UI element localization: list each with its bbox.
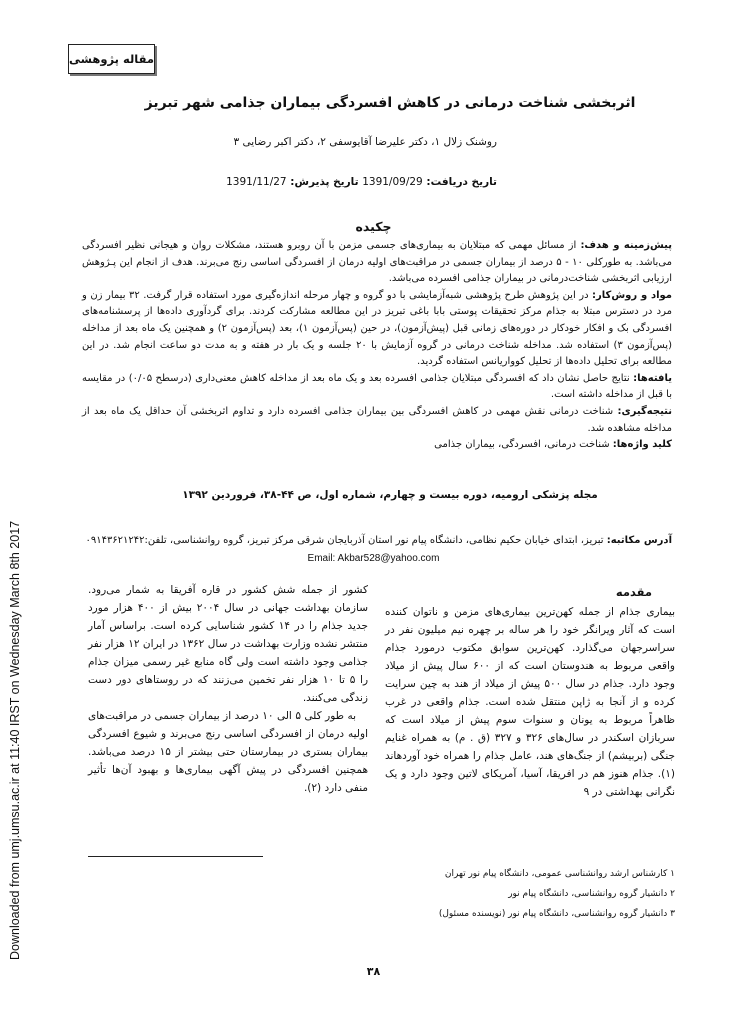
introduction-paragraph: کشور از جمله شش کشور در قاره آفریقا به شمار می‌رود. سازمان بهداشت جهانی در سال ۲۰۰۴ بیش از ۴۰۰ هزار مورد جدید جذام را در ۱۴ کشور شناسایی کرده است. براساس آمار منتشر نشده وزارت بهداشت در سال ۱۳۶۲ در ایران ۱۲ هزار نفر جذامی وجود داشته است ولی گاه منابع غیر رسمی میزان جذام را ۵ تا ۱۰ هزار نفر تخمین می‌زنند که در روستاهای دور دست زندگی می‌کنند.: [88, 584, 369, 704]
abstract-background: [82, 238, 672, 288]
watermark-text: Downloaded from umj.umsu.ac.ir at 11:40 IRST on Wednesday March 8th 2017: [8, 520, 22, 960]
address-text: تبریز، ابتدای خیابان حکیم نظامی، دانشگاه پیام نور استان آذربایجان شرقی مرکز تبریز، گروه روانشناسی، تلفن:۰۹۱۴۳۶۲۱۲۴۲: [85, 535, 607, 546]
abstract-methods: [82, 288, 672, 371]
keywords-text: شناخت درمانی، افسردگی، بیماران جذامی: [434, 439, 613, 451]
abstract-results: [82, 371, 672, 404]
article-type-text: مقاله پژوهشی: [69, 52, 154, 66]
journal-citation: مجله پزشکی ارومیه، دوره بیست و چهارم، شماره اول، ص ۴۴-۳۸، فروردین ۱۳۹۲: [182, 489, 598, 501]
introduction-left-column: [88, 581, 368, 797]
correspondence-email: Email: Akbar528@yahoo.com: [307, 553, 440, 564]
article-type-label: [68, 44, 155, 74]
introduction-heading: مقدمه: [615, 585, 652, 599]
methods-label: مواد و روش‌کار:: [592, 289, 672, 301]
footnote-divider: [88, 856, 263, 857]
footnote: ۱ کارشناس ارشد روانشناسی عمومی، دانشگاه پیام نور تهران: [444, 869, 675, 879]
paper-title: اثربخشی شناخت درمانی در کاهش افسردگی بیماران جذامی شهر تبریز: [144, 95, 636, 111]
footnotes: [300, 864, 675, 924]
methods-text: در این پژوهش طرح پژوهشی شبه‌آزمایشی با دو گروه و چهار مرحله اندازه‌گیری مورد استفاده قرار گرفت. ۳۲ بیمار زن و مرد در دسترس مبتلا به جذام مرکز تحقیقات پوستی بابا باغی تبریز در این مطالعه مشارکت کردند. برای گردآوری داده‌ها از پرسشنامه‌های افسردگی بک و افکار خودکار در دوره‌های زمانی قبل (پیش‌آزمون)، در حین (پس‌آزمون ۱)، بعد (پس‌آزمون ۲) و همچنین یک ماه بعد از مداخله (پس‌آزمون ۳) استفاده شد. مداخله شناخت درمانی در گروه آزمایش با ۲۰ جلسه و یک بار در هفته و به مدت دو ساعت انجام شد. در این مطالعه برای تحلیل داده‌ها از تحلیل کوواریانس استفاده گردید.: [82, 289, 672, 368]
footnote: ۲ دانشیار گروه روانشناسی، دانشگاه پیام نور: [508, 889, 675, 899]
abstract-conclusion: [82, 404, 672, 437]
results-label: یافته‌ها:: [633, 372, 672, 384]
author-list: روشنک زلال ۱، دکتر علیرضا آقایوسفی ۲، دکتر اکبر رضایی ۳: [233, 136, 497, 148]
conclusion-label: نتیجه‌گیری:: [617, 405, 672, 417]
results-text: نتایج حاصل نشان داد که افسردگی مبتلایان جذامی افسرده بعد و یک ماه بعد از مداخله کاهش معنی‌داری (درسطح ۰/۰۵) در مقایسه با قبل از مداخله داشته است.: [82, 372, 672, 401]
footnote: ۳ دانشیار گروه روانشناسی، دانشگاه پیام نور (نویسنده مسئول): [438, 909, 675, 919]
introduction-right-column: [385, 603, 675, 801]
received-date: 1391/09/29: [362, 176, 423, 188]
accepted-date: 1391/11/27: [226, 176, 287, 188]
introduction-paragraph: بیماری جذام از جمله کهن‌ترین بیماری‌های مزمن و ناتوان کننده است که آثار ویرانگر خود را هر ساله بر چهره نیم میلیون نفر در سراسرجهان می‌گذارد. کهن‌ترین سوابق مکتوب درمورد جذام واقعی مربوط به هندوستان است که از ۶۰۰ سال پیش از میلاد وجود دارد. جذام در سال ۵۰۰ پیش از میلاد از هند به چین سرایت کرده و از آنجا به ژاپن منتقل شده است. جذام واقعی در غرب ظاهراً مربوط به یونان و سنوات سوم پیش از میلاد است که سربازان اسکندر در سال‌های ۳۲۶ و ۳۲۷ (ق . م) به همراه غنایم جنگی (بربیشم) از جنگ‌های هند، عامل جذام را همراه خود آوردهاند (۱). جذام هنوز هم در افریقا، آسیا، آمریکای لاتین وجود دارد و یک نگرانی بهداشتی در ۹: [385, 606, 675, 798]
conclusion-text: شناخت درمانی نقش مهمی در کاهش افسردگی بین بیماران جذامی افسرده دارد و تداوم اثربخشی آن حداقل یک ماه بعد از مداخله مشاهده شد.: [82, 405, 672, 434]
abstract-keywords: [82, 437, 672, 454]
accepted-label: تاریخ پذیرش:: [290, 176, 359, 188]
received-label: تاریخ دریافت:: [426, 176, 497, 188]
background-label: پیش‌زمینه و هدف:: [580, 240, 673, 251]
background-text: از مسائل مهمی که مبتلایان به بیماری‌های جسمی مزمن با آن روبرو هستند، مشکلات روان و هیجانی نظیر افسردگی می‌باشد. به طورکلی ۱۰ - ۵ درصد از بیماران جسمی در مراقبت‌های اولیه درمان از افسردگی اساسی رنج می‌برند. هدف از انجام این پـژوهش ارزیابی اثربخشی شناخت‌درمانی در بیماران جذامی افسرده می‌باشد.: [82, 240, 672, 285]
keywords-label: کلید واژه‌ها:: [612, 439, 672, 451]
abstract-heading: چکیده: [355, 219, 392, 234]
correspondence-address: [82, 533, 672, 549]
introduction-paragraph: به طور کلی ۵ الی ۱۰ درصد از بیماران جسمی در مراقبت‌های اولیه درمان از افسردگی اساسی رنج می‌برند و شیوع افسردگی بیماران بستری در بیمارستان حتی بیشتر از ۱۵ درصد می‌باشد. همچنین افسردگی در پیش آگهی بیماری‌ها و بهبود آن‌ها تأثیر منفی دارد (۲).: [88, 710, 368, 794]
abstract-body: [82, 238, 672, 454]
page-number: ۳۸: [366, 965, 381, 978]
download-watermark: [8, 520, 22, 961]
address-label: آدرس مکاتبه:: [606, 535, 672, 546]
article-dates: [226, 176, 497, 188]
